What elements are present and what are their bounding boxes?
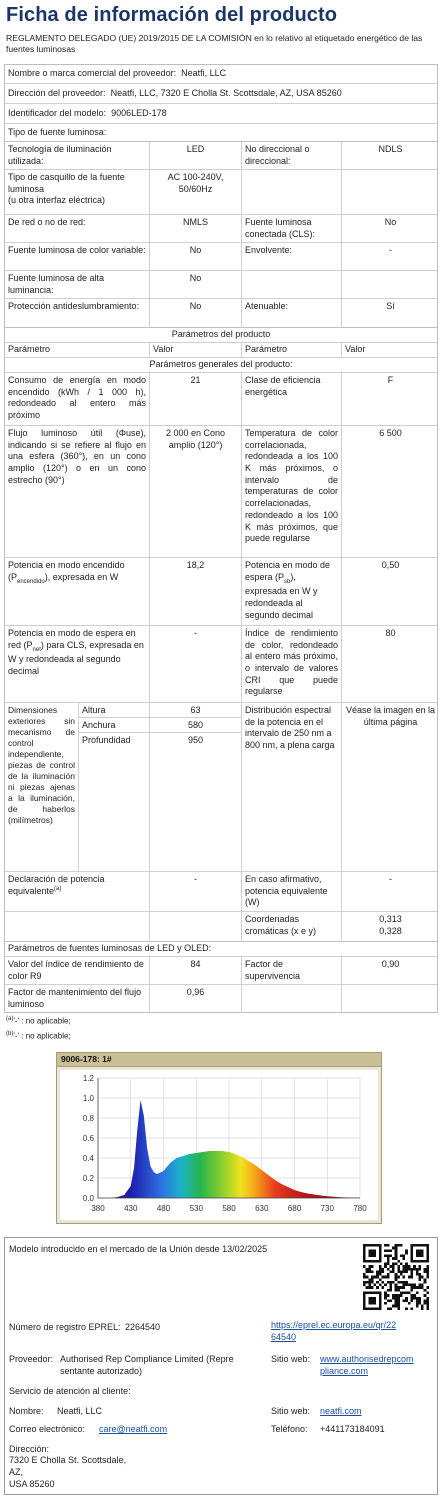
type-row: [5, 142, 437, 170]
type-value: No: [150, 243, 242, 270]
dimension-names: [79, 703, 150, 871]
type-label: Fuente luminosa de alta luminancia:: [5, 271, 150, 298]
spectrum-chart: [56, 1052, 382, 1224]
light-type-label: Tipo de fuente luminosa:: [8, 127, 107, 137]
x-tick-label: 380: [91, 1204, 105, 1213]
spectrum-area: [111, 1100, 360, 1198]
address-label: Dirección del proveedor:: [8, 88, 106, 98]
type-value: No: [384, 217, 397, 227]
y-tick-label: 0.2: [82, 1174, 94, 1183]
regulation-text: REGLAMENTO DELEGADO (UE) 2019/2015 DE LA COMISIÓN en lo relativo al etiquetado energético de las fuentes luminosas: [6, 33, 423, 55]
registration-block: [4, 1237, 438, 1495]
footnote: $^{(b)}$'-' : no aplicable;: [6, 1031, 71, 1041]
param-value: 18,2: [150, 558, 242, 625]
qr-code-icon: [363, 1244, 429, 1310]
equivalent-power-row: [5, 872, 437, 912]
type-label: [242, 170, 342, 214]
general-row: [5, 558, 437, 626]
dimensions-label: Dimensiones exteriores sin mecanismo de control independiente, piezas de control de la iluminación ni piezas ajenas a la iluminación, de haberlos (milímetros): [5, 703, 79, 871]
type-value: NMLS: [150, 215, 242, 242]
general-title-row: [5, 358, 437, 373]
col-header: Parámetro: [242, 343, 342, 357]
type-row: [5, 271, 437, 299]
address-line: AZ,: [9, 1467, 24, 1477]
x-tick-label: 630: [255, 1204, 269, 1213]
dimension-value: 950: [187, 735, 204, 745]
supplier-label: Nombre o marca comercial del proveedor:: [8, 68, 177, 78]
service-label: Servicio de atención al cliente:: [9, 1386, 131, 1396]
led-label: Valor del índice de rendimiento de color R9: [5, 957, 150, 984]
general-row: [5, 426, 437, 558]
spectral-value: Véase la imagen en la última página: [345, 705, 436, 727]
param-value: F: [387, 375, 394, 385]
x-tick-label: 480: [156, 1204, 171, 1213]
param-value: 80: [385, 628, 396, 638]
email-link[interactable]: care@neatfi.com: [99, 1424, 168, 1434]
led-row: [5, 985, 437, 1013]
y-tick-label: 0.6: [82, 1134, 94, 1143]
led-value: 0,96: [150, 985, 242, 1013]
website-link[interactable]: www.authorisedrepcom pliance.com: [320, 1354, 414, 1376]
x-tick-label: 730: [320, 1204, 334, 1213]
address-value: Neatfi, LLC, 7320 E Cholla St. Scottsdale, AZ, USA 85260: [110, 88, 342, 98]
equiv-label: Declaración de potencia equivalente$^{(a)}$: [5, 872, 150, 911]
led-row: [5, 957, 437, 985]
address-label: Dirección:: [9, 1444, 50, 1454]
type-label: De red o no de red:: [5, 215, 150, 242]
footnote: $^{(a)}$'-' : no aplicable;: [6, 1016, 71, 1026]
dimension-name: Altura: [79, 703, 149, 718]
phone-label: Teléfono:: [271, 1424, 308, 1434]
address-line: 7320 E Cholla St. Scottsdale,: [9, 1455, 127, 1465]
light-type-row: [5, 124, 437, 143]
type-label: Protección antideslumbramiento:: [5, 299, 150, 328]
param-label: Índice de rendimiento de color, redondeado al entero más próximo, o intervalo de valores CRI que puede regularse: [242, 626, 342, 702]
spectral-label: Distribución espectral de la potencia en el intervalo de 250 nm a 800 nm, a plena carga: [242, 703, 342, 871]
provider-label: Proveedor:: [9, 1354, 54, 1364]
general-title: Parámetros generales del producto:: [149, 359, 293, 369]
email-label: Correo electrónico:: [9, 1424, 86, 1434]
equiv-power-value: -: [389, 874, 392, 884]
equiv-value: -: [150, 872, 242, 911]
type-label: Envolvente:: [242, 243, 342, 270]
name-value: Neatfi, LLC: [57, 1406, 103, 1416]
param-label: Temperatura de color correlacionada, redondeada a los 100 K más próximos, o intervalo de temperaturas de color correlacionadas, redondeado a los 100 K más próximos, que puede regularse: [242, 426, 342, 557]
param-value: 6 500: [379, 428, 402, 438]
param-value: 21: [150, 373, 242, 425]
type-value: -: [389, 245, 392, 255]
col-header-row: [5, 343, 437, 358]
model-label: Identificador del modelo:: [8, 108, 107, 118]
led-value: 0,90: [381, 959, 400, 969]
led-value: [342, 985, 439, 1013]
param-value: -: [150, 626, 242, 702]
spectrum-svg: [60, 1070, 378, 1220]
type-value: No: [150, 271, 242, 298]
param-label: Potencia en modo encendido $(P_{encendido})$, expresada en W: [5, 558, 150, 625]
type-value: Sí: [386, 301, 395, 311]
params-title: Parámetros del producto: [171, 329, 271, 339]
y-tick-label: 0.4: [82, 1154, 94, 1163]
general-row: [5, 373, 437, 426]
provider-value: Authorised Rep Compliance Limited (Repre sentante autorizado): [60, 1354, 234, 1376]
website2-label: Sitio web:: [271, 1406, 311, 1416]
param-label: Flujo luminoso útil (Φuse), indicando si se refiere al flujo en una esfera (360°), en un cono amplio (120°) o en un cono estrecho (90°): [5, 426, 150, 557]
dimension-name: Anchura: [79, 718, 149, 733]
led-title-row: [5, 942, 437, 957]
type-row: [5, 299, 437, 328]
y-tick-label: 1.2: [82, 1074, 94, 1083]
x-tick-label: 580: [222, 1204, 236, 1213]
type-label: Atenuable:: [242, 299, 342, 328]
eprel-number: 2264540: [125, 1322, 161, 1332]
model-row: [5, 104, 437, 124]
x-tick-label: 780: [353, 1204, 367, 1213]
dimension-value: 580: [150, 718, 241, 733]
y-tick-label: 0.8: [82, 1114, 94, 1123]
col-header: Valor: [345, 344, 366, 354]
x-tick-label: 430: [124, 1204, 138, 1213]
general-row: [5, 626, 437, 703]
param-label: Potencia en modo de espera $(P_{sb})$, expresada en W y redondeada al segundo decimal: [242, 558, 342, 625]
supplier-row: [5, 65, 437, 84]
type-label: No direccional o direccional:: [242, 142, 342, 169]
eprel-label: Número de registro EPREL:: [9, 1322, 121, 1332]
y-tick-label: 1.0: [82, 1094, 94, 1103]
address-row: [5, 84, 437, 104]
param-value: 0,50: [381, 560, 400, 570]
phone-value: +441173184091: [320, 1424, 385, 1434]
type-label: Fuente luminosa conectada (CLS):: [242, 215, 342, 242]
led-label: [242, 985, 342, 1013]
market-intro: Modelo introducido en el mercado de la Unión desde 13/02/2025: [9, 1244, 268, 1254]
type-value: AC 100-240V, 50/60Hz: [150, 170, 242, 214]
led-parameters-table: [4, 942, 438, 1013]
type-row: [5, 243, 437, 271]
type-row: [5, 215, 437, 243]
param-label: Clase de eficiencia energética: [242, 373, 342, 425]
param-label: Potencia en modo de espera en red $(P_{net})$ para CLS, expresada en W y redondeada al segundo decimal: [5, 626, 150, 702]
col-header: Parámetro: [5, 343, 150, 357]
chart-plot-frame: [60, 1070, 378, 1220]
dimension-name: Profundidad: [82, 735, 131, 745]
chromaticity-value: [342, 912, 439, 942]
param-value: 2 000 en Cono amplio (120°): [150, 426, 242, 557]
empty-cell: [150, 912, 242, 942]
product-parameters-table: [4, 328, 438, 942]
light-type-table: [4, 142, 438, 328]
equiv-power-label: En caso afirmativo, potencia equivalente (W): [242, 872, 342, 911]
params-title-row: [5, 328, 437, 343]
chroma-x: 0,313: [379, 914, 402, 924]
chromaticity-label: Coordenadas cromáticas (x e y): [242, 912, 342, 942]
type-label: [242, 271, 342, 298]
address-line: USA 85260: [9, 1479, 55, 1489]
type-row: [5, 170, 437, 215]
led-title: Parámetros de fuentes luminosas de LED y OLED:: [8, 943, 212, 953]
y-tick-label: 0.0: [82, 1194, 94, 1203]
param-label: Consumo de energía en modo encendido (kWh / 1 000 h), redondeado al entero más próximo: [5, 373, 150, 425]
dimension-values: [150, 703, 242, 871]
type-value: LED: [150, 142, 242, 169]
supplier-value: Neatfi, LLC: [181, 68, 227, 78]
supplier-block: [4, 64, 438, 142]
chroma-y: 0,328: [379, 925, 402, 936]
led-value: 84: [150, 957, 242, 984]
chart-title: 9006-178: 1#: [57, 1053, 381, 1067]
led-label: Factor de mantenimiento del flujo luminoso: [5, 985, 150, 1013]
type-label: Tipo de casquillo de la fuente luminosa (u otra interfaz eléctrica): [5, 170, 150, 214]
type-value: [342, 271, 439, 298]
type-value: [342, 170, 439, 214]
type-label: Tecnología de iluminación utilizada:: [5, 142, 150, 169]
type-label: Fuente luminosa de color variable:: [5, 243, 150, 270]
page-title: Ficha de información del producto: [6, 4, 338, 26]
x-tick-label: 680: [287, 1204, 302, 1213]
name-label: Nombre:: [9, 1406, 44, 1416]
col-header: Valor: [150, 343, 242, 357]
website2-link[interactable]: neatfi.com: [320, 1406, 362, 1416]
model-value: 9006LED-178: [111, 108, 167, 118]
chromaticity-row: [5, 912, 437, 942]
led-label: Factor de supervivencia: [242, 957, 342, 984]
dimension-value: 63: [150, 703, 241, 718]
website-label: Sitio web:: [271, 1354, 311, 1364]
x-tick-label: 530: [189, 1204, 203, 1213]
type-value: No: [150, 299, 242, 328]
empty-cell: [5, 912, 150, 942]
type-value: NDLS: [378, 144, 403, 154]
dimensions-row: [5, 703, 437, 872]
eprel-link[interactable]: https://eprel.ec.europa.eu/qr/22 64540: [271, 1320, 397, 1342]
